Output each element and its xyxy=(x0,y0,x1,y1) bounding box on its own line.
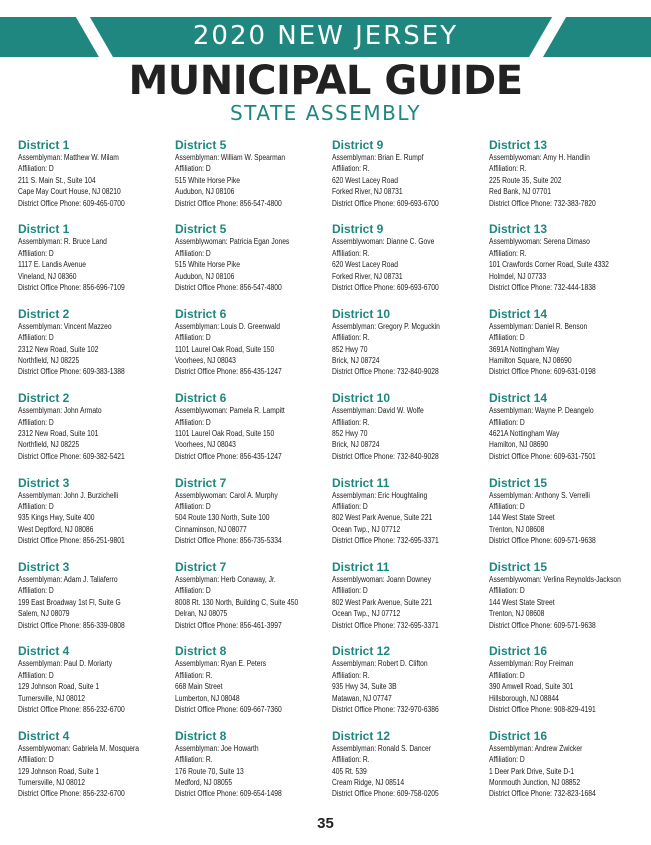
entry-line: Assemblyman: R. Bruce Land xyxy=(18,237,107,247)
entry-line: 405 Rt. 539 xyxy=(332,766,367,776)
entry-line: District Office Phone: 609-758-0205 xyxy=(332,789,439,799)
district-heading: District 13 xyxy=(489,138,548,152)
directory-entry xyxy=(175,560,332,644)
entry-line: Salem, NJ 08079 xyxy=(18,609,70,619)
entry-line: Northfield, NJ 08225 xyxy=(18,356,80,365)
entry-line: Assemblyman: John J. Burzichelli xyxy=(18,490,119,500)
entry-line: 176 Route 70, Suite 13 xyxy=(175,766,244,776)
entry-line: 1101 Laurel Oak Road, Suite 150 xyxy=(175,344,275,354)
entry-line: Assemblywoman: Amy H. Handlin xyxy=(489,153,590,162)
directory-entry xyxy=(332,560,489,644)
district-heading: District 15 xyxy=(489,559,548,574)
entry-line: 225 Route 35, Suite 202 xyxy=(489,175,562,185)
entry-line: Affiliation: D xyxy=(489,501,525,511)
entry-line: Affiliation: D xyxy=(489,586,525,596)
entry-line: Assemblyman: Joe Howarth xyxy=(175,743,259,753)
directory-entry xyxy=(332,222,489,306)
district-heading: District 6 xyxy=(175,306,227,321)
entry-line: District Office Phone: 856-435-1247 xyxy=(175,367,282,377)
entry-line: Affiliation: D xyxy=(332,501,368,511)
entry-line: 144 West State Street xyxy=(489,513,555,523)
directory-entry xyxy=(175,644,332,728)
entry-line: Affiliation: D xyxy=(489,755,525,765)
entry-line: Northfield, NJ 08225 xyxy=(18,440,80,450)
entry-line: Affiliation: R. xyxy=(175,670,213,680)
district-heading: District 16 xyxy=(489,644,548,659)
entry-line: Holmdel, NJ 07733 xyxy=(489,271,547,281)
directory-entry xyxy=(489,222,638,306)
directory-entry xyxy=(175,307,332,391)
page-subtitle: STATE ASSEMBLY xyxy=(229,101,422,125)
district-heading: District 5 xyxy=(175,222,227,237)
directory-entry xyxy=(332,729,489,813)
entry-line: Assemblyman: Adam J. Taliaferro xyxy=(18,574,118,584)
entry-line: District Office Phone: 609-693-6700 xyxy=(332,198,439,208)
entry-line: Hamilton, NJ 08690 xyxy=(489,440,549,450)
district-heading: District 8 xyxy=(175,728,227,743)
entry-line: Assemblyman: Robert D. Clifton xyxy=(332,659,428,669)
entry-line: Assemblyman: Paul D. Moriarty xyxy=(18,659,113,669)
entry-line: District Office Phone: 856-232-6700 xyxy=(18,704,125,714)
district-heading: District 3 xyxy=(18,559,70,574)
entry-line: Affiliation: D xyxy=(175,333,211,343)
entry-line: Assemblywoman: Gabriela M. Mosquera xyxy=(18,743,140,753)
entry-line: Vineland, NJ 08360 xyxy=(18,271,77,281)
district-heading: District 10 xyxy=(332,306,391,321)
entry-line: Assemblyman: Eric Houghtaling xyxy=(332,490,428,500)
directory-entry xyxy=(175,222,332,306)
entry-line: Assemblywoman: Carol A. Murphy xyxy=(175,490,278,500)
entry-line: Cream Ridge, NJ 08514 xyxy=(332,777,405,787)
entry-line: Affiliation: R. xyxy=(332,248,370,258)
entry-line: Affiliation: D xyxy=(332,586,368,596)
entry-line: Assemblyman: William W. Spearman xyxy=(175,153,286,162)
entry-line: District Office Phone: 609-571-9638 xyxy=(489,536,596,546)
entry-line: Trenton, NJ 08608 xyxy=(489,524,545,534)
entry-line: Affiliation: D xyxy=(18,164,54,174)
entry-line: District Office Phone: 856-547-4800 xyxy=(175,198,282,208)
district-heading: District 6 xyxy=(175,391,227,406)
entry-line: Assemblywoman: Pamela R. Lampitt xyxy=(175,406,285,416)
entry-line: Assemblyman: Daniel R. Benson xyxy=(489,321,588,331)
entry-line: District Office Phone: 609-631-0198 xyxy=(489,367,596,377)
entry-line: 2312 New Road, Suite 102 xyxy=(18,344,99,354)
entry-line: Voorhees, NJ 08043 xyxy=(175,356,236,365)
directory-entry xyxy=(489,644,638,728)
directory-entry xyxy=(18,644,175,728)
entry-line: Affiliation: R. xyxy=(332,670,370,680)
entry-line: 515 White Horse Pike xyxy=(175,260,240,270)
entry-line: 935 Kings Hwy, Suite 400 xyxy=(18,513,95,523)
entry-line: Affiliation: R. xyxy=(332,417,370,427)
district-heading: District 9 xyxy=(332,138,384,152)
entry-line: District Office Phone: 609-631-7501 xyxy=(489,451,596,461)
entry-line: Affiliation: D xyxy=(489,417,525,427)
entry-line: District Office Phone: 856-696-7109 xyxy=(18,283,125,293)
entry-line: 390 Amwell Road, Suite 301 xyxy=(489,682,574,692)
entry-line: Assemblyman: Vincent Mazzeo xyxy=(18,321,112,331)
entry-line: Turnersville, NJ 08012 xyxy=(18,693,85,703)
entry-line: Assemblyman: David W. Wolfe xyxy=(332,406,424,416)
district-heading: District 15 xyxy=(489,475,548,490)
entry-line: Ocean Twp., NJ 07712 xyxy=(332,524,401,534)
entry-line: Assemblyman: Louis D. Greenwald xyxy=(175,321,280,331)
entry-line: 199 East Broadway 1st Fl, Suite G xyxy=(18,597,121,607)
district-heading: District 4 xyxy=(18,644,70,659)
directory-entry xyxy=(175,138,332,222)
entry-line: Audubon, NJ 08106 xyxy=(175,271,235,281)
entry-line: Red Bank, NJ 07701 xyxy=(489,187,552,197)
entry-line: Assemblyman: Matthew W. Milam xyxy=(18,153,119,162)
entry-line: Assemblyman: Anthony S. Verrelli xyxy=(489,490,590,500)
entry-line: Turnersville, NJ 08012 xyxy=(18,777,85,787)
entry-line: District Office Phone: 732-695-3371 xyxy=(332,536,439,546)
entry-line: District Office Phone: 856-251-9801 xyxy=(18,536,125,546)
entry-line: Affiliation: D xyxy=(175,417,211,427)
entry-line: Delran, NJ 08075 xyxy=(175,609,228,619)
entry-line: Cape May Court House, NJ 08210 xyxy=(18,187,121,197)
entry-line: 1101 Laurel Oak Road, Suite 150 xyxy=(175,428,275,438)
assembly-directory xyxy=(18,138,638,813)
directory-entry xyxy=(175,391,332,475)
entry-line: Medford, NJ 08055 xyxy=(175,777,233,787)
entry-line: 3691A Nottingham Way xyxy=(489,344,560,354)
entry-line: Assemblyman: Ronald S. Dancer xyxy=(332,743,431,753)
entry-line: 144 West State Street xyxy=(489,597,555,607)
entry-line: Assemblywoman: Joann Downey xyxy=(332,574,431,584)
district-heading: District 9 xyxy=(332,222,384,237)
entry-line: Assemblyman: John Armato xyxy=(18,406,102,416)
entry-line: Affiliation: D xyxy=(18,586,54,596)
entry-line: Affiliation: R. xyxy=(489,248,527,258)
directory-entry xyxy=(489,560,638,644)
district-heading: District 10 xyxy=(332,391,391,406)
entry-line: Lumberton, NJ 08048 xyxy=(175,693,240,703)
entry-line: Assemblywoman: Serena Dimaso xyxy=(489,237,590,247)
entry-line: Assemblyman: Ryan E. Peters xyxy=(175,659,267,669)
entry-line: 1 Deer Park Drive, Suite D-1 xyxy=(489,766,575,776)
entry-line: 802 West Park Avenue, Suite 221 xyxy=(332,597,433,607)
entry-line: Affiliation: D xyxy=(175,501,211,511)
entry-line: Brick, NJ 08724 xyxy=(332,440,380,450)
entry-line: District Office Phone: 732-383-7820 xyxy=(489,198,596,208)
page-number: 35 xyxy=(317,815,334,832)
entry-line: Monmouth Junction, NJ 08852 xyxy=(489,777,581,787)
directory-entry xyxy=(18,476,175,560)
entry-line: Affiliation: R. xyxy=(332,755,370,765)
entry-line: 2312 New Road, Suite 101 xyxy=(18,428,99,438)
entry-line: 8008 Rt. 130 North, Building C, Suite 450 xyxy=(175,597,299,607)
entry-line: District Office Phone: 732-840-9028 xyxy=(332,451,439,461)
district-heading: District 1 xyxy=(18,138,70,152)
entry-line: Assemblywoman: Verlina Reynolds-Jackson xyxy=(489,574,621,584)
district-heading: District 1 xyxy=(18,222,70,237)
directory-entry xyxy=(18,138,175,222)
entry-line: District Office Phone: 856-435-1247 xyxy=(175,451,282,461)
entry-line: Affiliation: D xyxy=(18,670,54,680)
entry-line: 1117 E. Landis Avenue xyxy=(18,260,87,270)
directory-entry xyxy=(18,222,175,306)
entry-line: Assemblywoman: Patricia Egan Jones xyxy=(175,237,290,247)
entry-line: Hamilton Square, NJ 08690 xyxy=(489,356,572,365)
district-heading: District 4 xyxy=(18,728,70,743)
entry-line: Voorhees, NJ 08043 xyxy=(175,440,236,450)
entry-line: Affiliation: R. xyxy=(489,164,527,174)
entry-line: Assemblyman: Gregory P. Mcguckin xyxy=(332,321,440,331)
entry-line: Affiliation: D xyxy=(175,248,211,258)
entry-line: 852 Hwy 70 xyxy=(332,428,368,438)
entry-line: 129 Johnson Road, Suite 1 xyxy=(18,766,100,776)
entry-line: Assemblyman: Wayne P. Deangelo xyxy=(489,406,594,416)
directory-entry xyxy=(18,560,175,644)
entry-line: District Office Phone: 609-571-9638 xyxy=(489,620,596,630)
header-banner xyxy=(0,15,651,58)
entry-line: Forked River, NJ 08731 xyxy=(332,271,403,281)
entry-line: Affiliation: R. xyxy=(332,164,370,174)
entry-line: Affiliation: D xyxy=(18,755,54,765)
entry-line: Forked River, NJ 08731 xyxy=(332,187,403,197)
entry-line: Matawan, NJ 07747 xyxy=(332,693,392,703)
entry-line: Assemblyman: Roy Freiman xyxy=(489,659,574,669)
directory-entry xyxy=(18,307,175,391)
entry-line: Affiliation: D xyxy=(18,333,54,343)
entry-line: Affiliation: D xyxy=(18,417,54,427)
directory-entry xyxy=(489,391,638,475)
entry-line: 211 S. Main St., Suite 104 xyxy=(18,175,96,185)
directory-entry xyxy=(489,729,638,813)
entry-line: Affiliation: R. xyxy=(175,755,213,765)
entry-line: 101 Crawfords Corner Road, Suite 4332 xyxy=(489,260,609,270)
entry-line: District Office Phone: 732-823-1684 xyxy=(489,789,596,799)
entry-line: Assemblyman: Herb Conaway, Jr. xyxy=(175,574,276,584)
district-heading: District 7 xyxy=(175,475,227,490)
district-heading: District 12 xyxy=(332,728,391,743)
entry-line: 852 Hwy 70 xyxy=(332,344,368,354)
entry-line: 504 Route 130 North, Suite 100 xyxy=(175,513,270,523)
directory-entry xyxy=(18,729,175,813)
directory-entry xyxy=(332,644,489,728)
district-heading: District 2 xyxy=(18,306,70,321)
district-heading: District 14 xyxy=(489,391,548,406)
district-heading: District 14 xyxy=(489,306,548,321)
entry-line: District Office Phone: 609-383-1388 xyxy=(18,367,125,377)
entry-line: District Office Phone: 609-654-1498 xyxy=(175,789,282,799)
entry-line: 620 West Lacey Road xyxy=(332,260,399,270)
entry-line: District Office Phone: 732-970-6386 xyxy=(332,704,439,714)
entry-line: Affiliation: D xyxy=(18,501,54,511)
page-title: MUNICIPAL GUIDE xyxy=(128,58,523,104)
entry-line: Affiliation: D xyxy=(489,670,525,680)
entry-line: District Office Phone: 856-547-4800 xyxy=(175,283,282,293)
district-heading: District 16 xyxy=(489,728,548,743)
entry-line: 668 Main Street xyxy=(175,682,223,692)
district-heading: District 8 xyxy=(175,644,227,659)
entry-line: 802 West Park Avenue, Suite 221 xyxy=(332,513,433,523)
entry-line: District Office Phone: 908-829-4191 xyxy=(489,704,596,714)
entry-line: Affiliation: D xyxy=(18,248,54,258)
directory-entry xyxy=(332,307,489,391)
directory-entry xyxy=(489,307,638,391)
entry-line: District Office Phone: 856-232-6700 xyxy=(18,789,125,799)
entry-line: Audubon, NJ 08106 xyxy=(175,187,235,197)
entry-line: Cinnaminson, NJ 08077 xyxy=(175,524,247,534)
district-heading: District 12 xyxy=(332,644,391,659)
entry-line: District Office Phone: 732-695-3371 xyxy=(332,620,439,630)
entry-line: Assemblywoman: Dianne C. Gove xyxy=(332,237,435,247)
directory-entry xyxy=(489,476,638,560)
entry-line: District Office Phone: 856-339-0808 xyxy=(18,620,125,630)
entry-line: West Deptford, NJ 08086 xyxy=(18,524,94,534)
directory-entry xyxy=(18,391,175,475)
entry-line: Affiliation: D xyxy=(175,586,211,596)
entry-line: District Office Phone: 609-693-6700 xyxy=(332,283,439,293)
directory-entry xyxy=(175,729,332,813)
directory-entry xyxy=(175,476,332,560)
entry-line: District Office Phone: 732-840-9028 xyxy=(332,367,439,377)
entry-line: District Office Phone: 856-735-5334 xyxy=(175,536,282,546)
entry-line: District Office Phone: 609-465-0700 xyxy=(18,198,125,208)
entry-line: Assemblyman: Andrew Zwicker xyxy=(489,743,583,753)
entry-line: District Office Phone: 609-382-5421 xyxy=(18,451,125,461)
entry-line: Ocean Twp., NJ 07712 xyxy=(332,609,401,619)
entry-line: 515 White Horse Pike xyxy=(175,175,240,185)
entry-line: Affiliation: R. xyxy=(332,333,370,343)
entry-line: Affiliation: D xyxy=(175,164,211,174)
entry-line: District Office Phone: 732-444-1838 xyxy=(489,283,596,293)
entry-line: 129 Johnson Road, Suite 1 xyxy=(18,682,100,692)
district-heading: District 2 xyxy=(18,391,70,406)
district-heading: District 11 xyxy=(332,475,390,490)
entry-line: Affiliation: D xyxy=(489,333,525,343)
district-heading: District 5 xyxy=(175,138,227,152)
entry-line: Assemblyman: Brian E. Rumpf xyxy=(332,153,424,162)
banner-title: 2020 NEW JERSEY xyxy=(192,21,459,51)
entry-line: 620 West Lacey Road xyxy=(332,175,399,185)
directory-entry xyxy=(332,138,489,222)
entry-line: 935 Hwy 34, Suite 3B xyxy=(332,682,397,692)
directory-entry xyxy=(489,138,638,222)
district-heading: District 13 xyxy=(489,222,548,237)
entry-line: Brick, NJ 08724 xyxy=(332,356,380,365)
entry-line: Hillsborough, NJ 08844 xyxy=(489,693,559,703)
district-heading: District 7 xyxy=(175,559,227,574)
entry-line: District Office Phone: 856-461-3997 xyxy=(175,620,282,630)
entry-line: District Office Phone: 609-667-7360 xyxy=(175,704,282,714)
entry-line: Trenton, NJ 08608 xyxy=(489,609,545,619)
directory-entry xyxy=(332,391,489,475)
district-heading: District 11 xyxy=(332,559,390,574)
directory-entry xyxy=(332,476,489,560)
district-heading: District 3 xyxy=(18,475,70,490)
entry-line: 4621A Nottingham Way xyxy=(489,428,560,438)
